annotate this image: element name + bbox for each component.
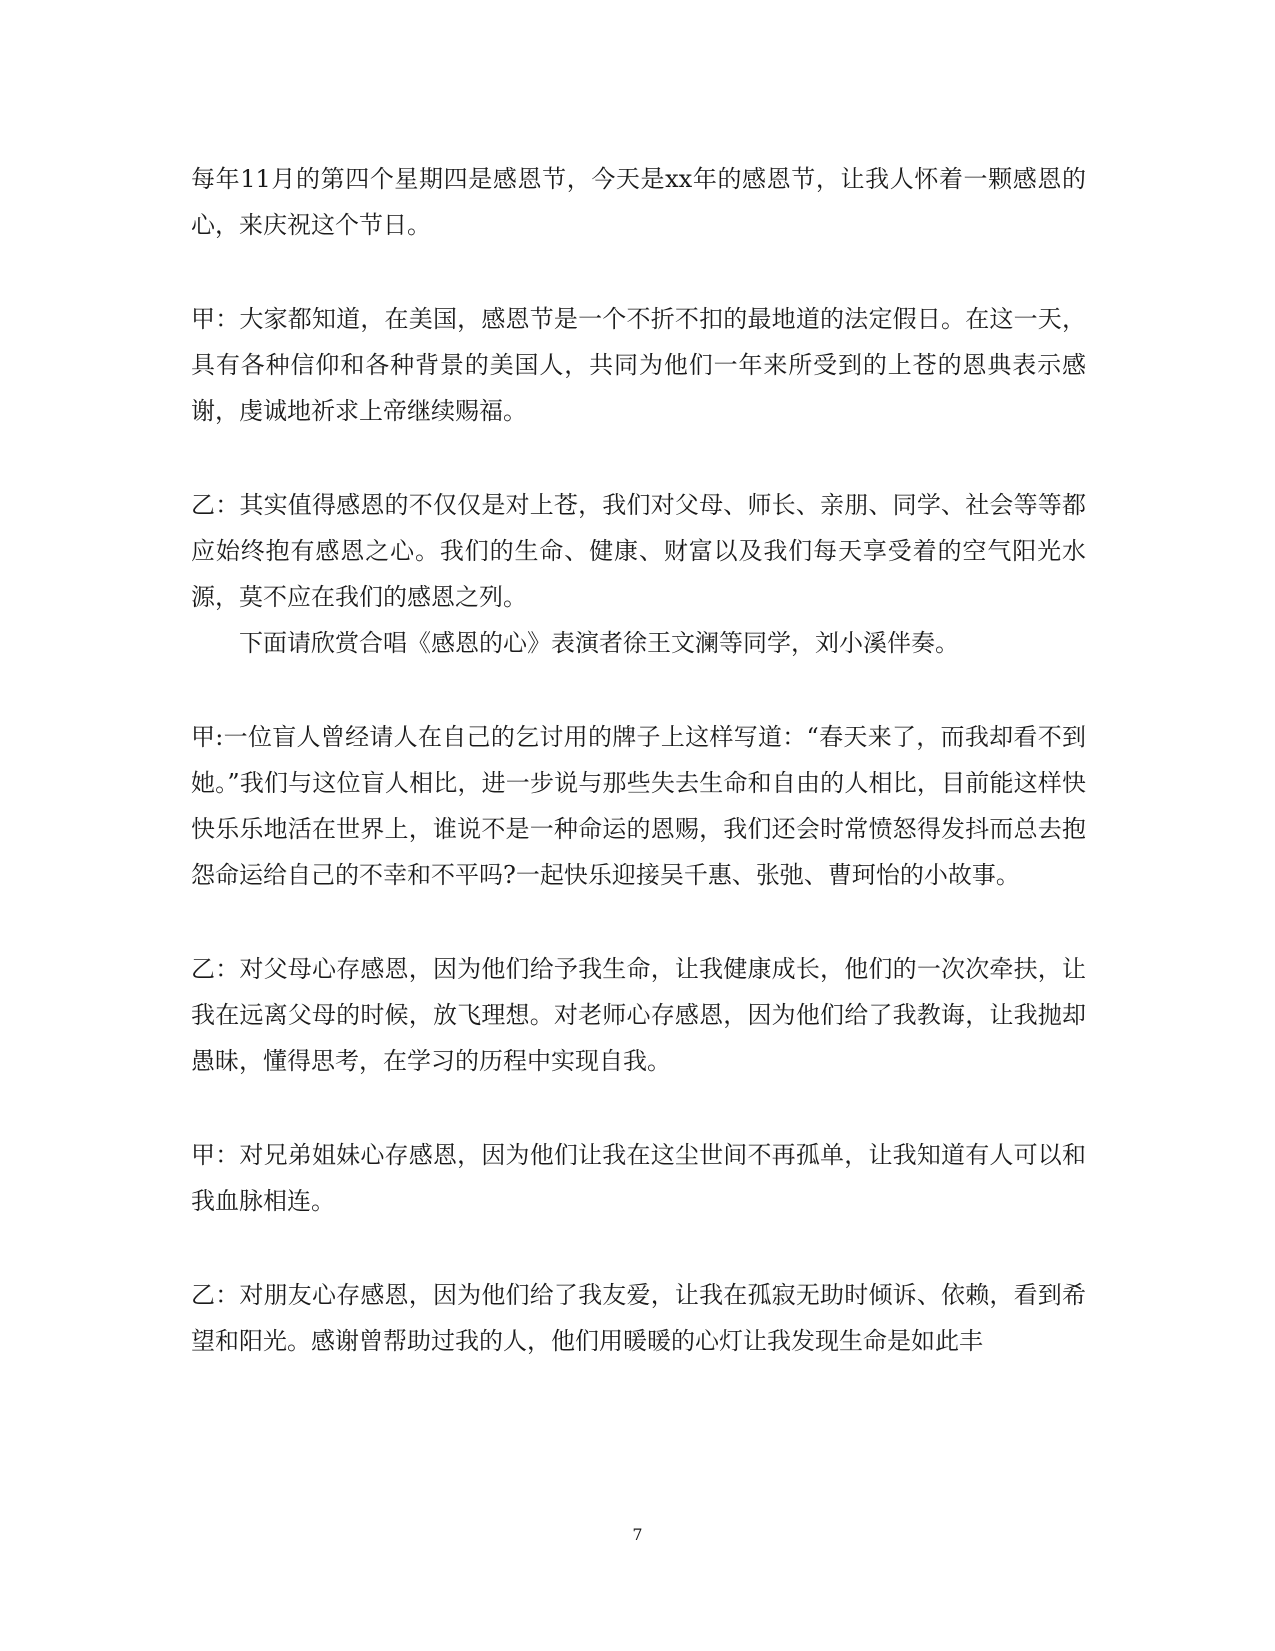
paragraph-jia-1: 甲：大家都知道，在美国，感恩节是一个不折不扣的最地道的法定假日。在这一天，具有各种信仰和各种背景的美国人，共同为他们一年来所受到的上苍的恩典表示感谢，虔诚地祈求上帝继续赐福。: [191, 305, 1086, 425]
paragraph-yi-3: 乙：对朋友心存感恩，因为他们给了我友爱，让我在孤寂无助时倾诉、依赖，看到希望和阳光。感谢曾帮助过我的人，他们用暖暖的心灯让我发现生命是如此丰: [191, 1281, 1086, 1355]
page-number: 7: [632, 1525, 643, 1544]
paragraph-performance-intro: 下面请欣赏合唱《感恩的心》表演者徐王文澜等同学，刘小溪伴奏。: [239, 629, 959, 657]
document-body: [191, 156, 1086, 1364]
paragraph-jia-3: 甲：对兄弟姐妹心存感恩，因为他们让我在这尘世间不再孤单，让我知道有人可以和我血脉相连。: [191, 1141, 1086, 1215]
paragraph-jia-2: 甲:一位盲人曾经请人在自己的乞讨用的牌子上这样写道：“春天来了，而我却看不到她。”我们与这位盲人相比，进一步说与那些失去生命和自由的人相比，目前能这样快快乐乐地活在世界上，谁说不是一种命运的恩赐，我们还会时常愤怒得发抖而总去抱怨命运给自己的不幸和不平吗?一起快乐迎接吴千惠、张弛、曹珂怡的小故事。: [191, 723, 1086, 889]
paragraph-yi-1: 乙：其实值得感恩的不仅仅是对上苍，我们对父母、师长、亲朋、同学、社会等等都应始终抱有感恩之心。我们的生命、健康、财富以及我们每天享受着的空气阳光水源，莫不应在我们的感恩之列。: [191, 491, 1086, 611]
paragraph-intro: 每年11月的第四个星期四是感恩节，今天是xx年的感恩节，让我人怀着一颗感恩的心，来庆祝这个节日。: [191, 165, 1086, 239]
paragraph-yi-2: 乙：对父母心存感恩，因为他们给予我生命，让我健康成长，他们的一次次牵扶，让我在远离父母的时候，放飞理想。对老师心存感恩，因为他们给了我教诲，让我抛却愚昧，懂得思考，在学习的历程中实现自我。: [191, 955, 1086, 1075]
